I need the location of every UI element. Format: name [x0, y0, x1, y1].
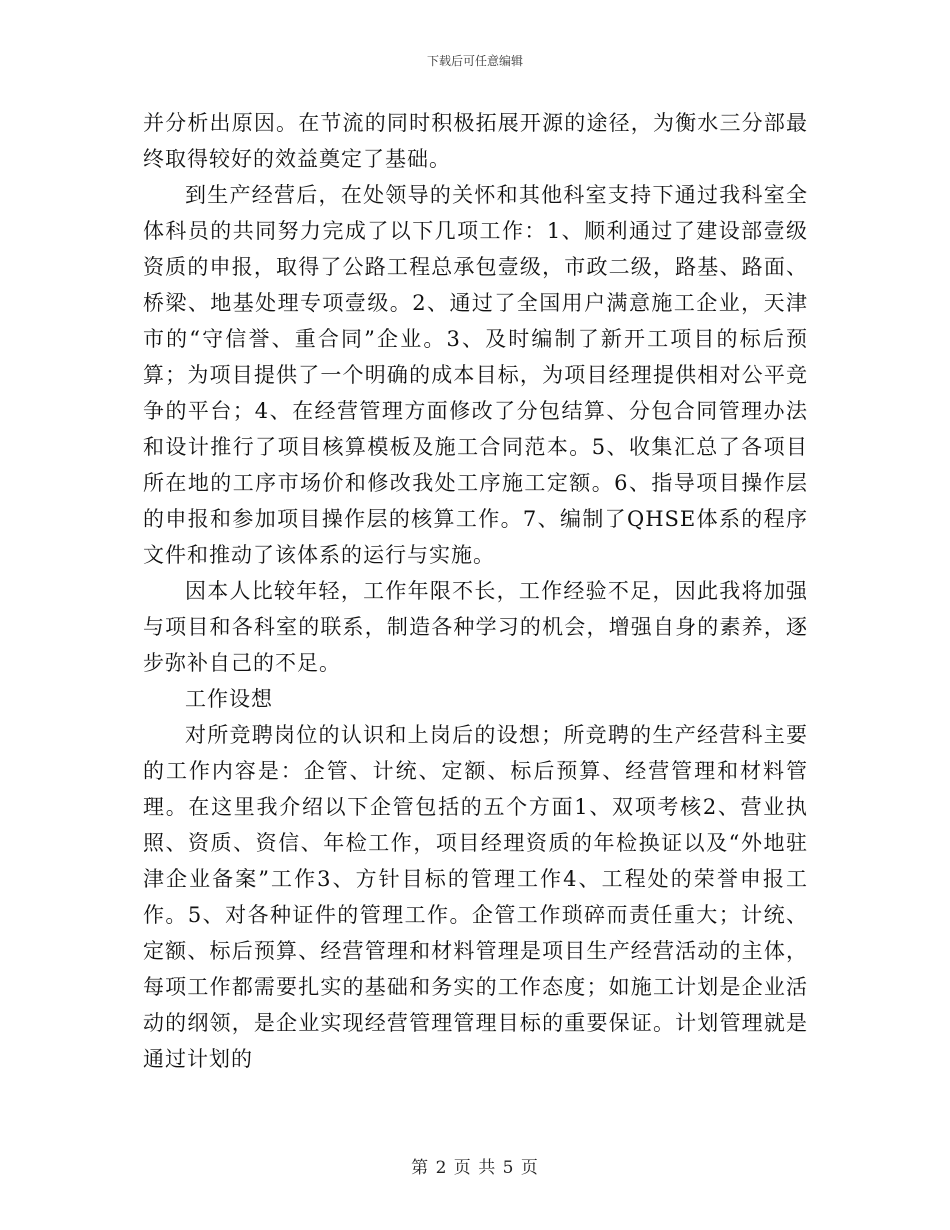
page-header: 下载后可任意编辑 [426, 54, 523, 68]
paragraph-continuation: 并分析出原因。在节流的同时积极拓展开源的途径，为衡水三分部最终取得较好的效益奠定了基础。 [143, 111, 808, 171]
paragraph-work-summary: 到生产经营后，在处领导的关怀和其他科室支持下通过我科室全体科员的共同努力完成了以下几项工作：1、顺利通过了建设部壹级资质的申报，取得了公路工程总承包壹级，市政二级，路基、路面、桥梁、地基处理专项壹级。2、通过了全国用户满意施工企业，天津市的“守信誉、重合同”企业。3、及时编制了新开工项目的标后预算；为项目提供了一个明确的成本目标，为项目经理提供相对公平竞争的平台；4、在经营管理方面修改了分包结算、分包合同管理办法和设计推行了项目核算模板及施工合同范本。5、收集汇总了各项目所在地的工序市场价和修改我处工序施工定额。6、指导项目操作层的申报和参加项目操作层的核算工作。7、编制了QHSE体系的程序文件和推动了该体系的运行与实施。 [143, 183, 808, 567]
page-number-footer: 第 2 页 共 5 页 [411, 1158, 539, 1178]
document-body [143, 105, 808, 1077]
section-heading-work-plan: 工作设想 [185, 687, 273, 711]
paragraph-self-assessment: 因本人比较年轻，工作年限不长，工作经验不足，因此我将加强与项目和各科室的联系，制造各种学习的机会，增强自身的素养，逐步弥补自己的不足。 [143, 579, 808, 675]
paragraph-job-understanding: 对所竞聘岗位的认识和上岗后的设想；所竞聘的生产经营科主要的工作内容是：企管、计统、定额、标后预算、经营管理和材料管理。在这里我介绍以下企管包括的五个方面1、双项考核2、营业执照、资质、资信、年检工作，项目经理资质的年检换证以及“外地驻津企业备案”工作3、方针目标的管理工作4、工程处的荣誉申报工作。5、对各种证件的管理工作。企管工作琐碎而责任重大；计统、定额、标后预算、经营管理和材料管理是项目生产经营活动的主体，每项工作都需要扎实的基础和务实的工作态度；如施工计划是企业活动的纲领，是企业实现经营管理管理目标的重要保证。计划管理就是通过计划的 [143, 723, 808, 1071]
